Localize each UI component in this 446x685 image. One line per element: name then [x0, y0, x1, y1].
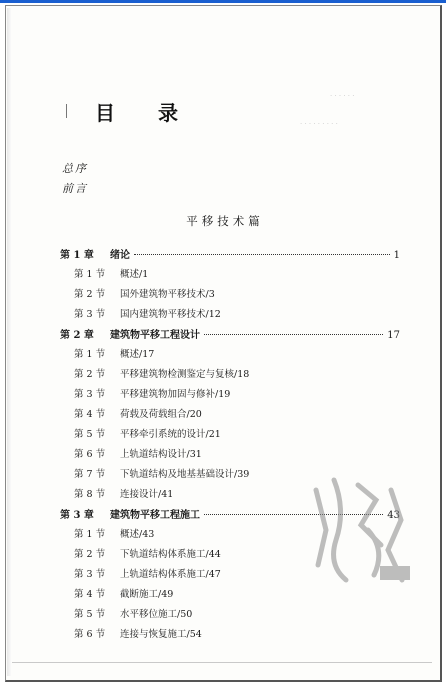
section-number: 第 2 节: [74, 549, 106, 560]
toc-section-entry[interactable]: [74, 606, 374, 620]
toc-chapter-entry[interactable]: [60, 246, 400, 261]
toc-section-entry[interactable]: [74, 366, 374, 380]
section-title: 平移建筑物检测鉴定与复核/18: [120, 369, 250, 380]
section-number: 第 2 节: [74, 369, 106, 380]
chapter-number: 第 1 章: [60, 250, 94, 261]
section-title: 上轨道结构设计/31: [120, 449, 202, 460]
page-bottom-rule: [12, 662, 432, 663]
page-title: 目 录: [95, 101, 196, 125]
front-matter-preface-general[interactable]: 总序: [62, 162, 88, 175]
page-spine-shadow: [7, 8, 11, 676]
section-title: 概述/1: [120, 269, 149, 280]
chapter-page-number: 1: [393, 250, 400, 261]
section-number: 第 6 节: [74, 449, 106, 460]
toc-section-entry[interactable]: [74, 286, 374, 300]
section-number: 第 8 节: [74, 489, 106, 500]
section-title: 概述/43: [120, 529, 155, 540]
toc-section-entry[interactable]: [74, 266, 374, 280]
section-title: 国内建筑物平移技术/12: [120, 309, 221, 320]
chapter-title: 建筑物平移工程设计: [110, 330, 200, 341]
section-title: 水平移位施工/50: [120, 609, 193, 620]
toc-section-entry[interactable]: [74, 386, 374, 400]
toc-section-entry[interactable]: [74, 306, 374, 320]
section-title: 上轨道结构体系施工/47: [120, 569, 221, 580]
toc-section-entry[interactable]: [74, 426, 374, 440]
bleed-through-text: · · · · · · · · ·: [300, 120, 338, 128]
section-title: 连接设计/41: [120, 489, 174, 500]
section-title: 荷载及荷载组合/20: [120, 409, 202, 420]
chapter-number: 第 3 章: [60, 510, 94, 521]
section-number: 第 1 节: [74, 349, 106, 360]
chapter-page-number: 17: [387, 330, 400, 341]
section-title: 概述/17: [120, 349, 155, 360]
section-number: 第 3 节: [74, 309, 106, 320]
section-number: 第 5 节: [74, 429, 106, 440]
section-number: 第 1 节: [74, 529, 106, 540]
section-title: 平移建筑物加固与修补/19: [120, 389, 231, 400]
toc-section-entry[interactable]: [74, 626, 374, 640]
chapter-title: 建筑物平移工程施工: [110, 510, 200, 521]
chapter-number: 第 2 章: [60, 330, 94, 341]
leader-dots: [134, 254, 390, 255]
section-title: 国外建筑物平移技术/3: [120, 289, 215, 300]
section-number: 第 4 节: [74, 589, 106, 600]
bleed-through-text: · · · · · ·: [330, 92, 355, 100]
section-number: 第 3 节: [74, 389, 106, 400]
section-number: 第 3 节: [74, 569, 106, 580]
title-margin-mark: [66, 104, 67, 118]
section-number: 第 6 节: [74, 629, 106, 640]
front-matter-foreword[interactable]: 前言: [62, 182, 88, 195]
section-title: 下轨道结构及地基基础设计/39: [120, 469, 250, 480]
section-number: 第 5 节: [74, 609, 106, 620]
part-heading: 平移技术篇: [186, 214, 264, 228]
chapter-page-number: 43: [387, 510, 400, 521]
section-title: 连接与恢复施工/54: [120, 629, 202, 640]
toc-chapter-entry[interactable]: [60, 326, 400, 341]
section-title: 平移牵引系统的设计/21: [120, 429, 221, 440]
window-top-bar: [0, 0, 446, 3]
section-number: 第 1 节: [74, 269, 106, 280]
section-title: 下轨道结构体系施工/44: [120, 549, 221, 560]
section-number: 第 7 节: [74, 469, 106, 480]
seal-stamp-icon: [306, 470, 414, 600]
toc-section-entry[interactable]: [74, 446, 374, 460]
chapter-title: 绪论: [110, 250, 130, 261]
section-number: 第 4 节: [74, 409, 106, 420]
toc-section-entry[interactable]: [74, 406, 374, 420]
section-number: 第 2 节: [74, 289, 106, 300]
leader-dots: [204, 334, 383, 335]
toc-section-entry[interactable]: [74, 346, 374, 360]
section-title: 截断施工/49: [120, 589, 174, 600]
